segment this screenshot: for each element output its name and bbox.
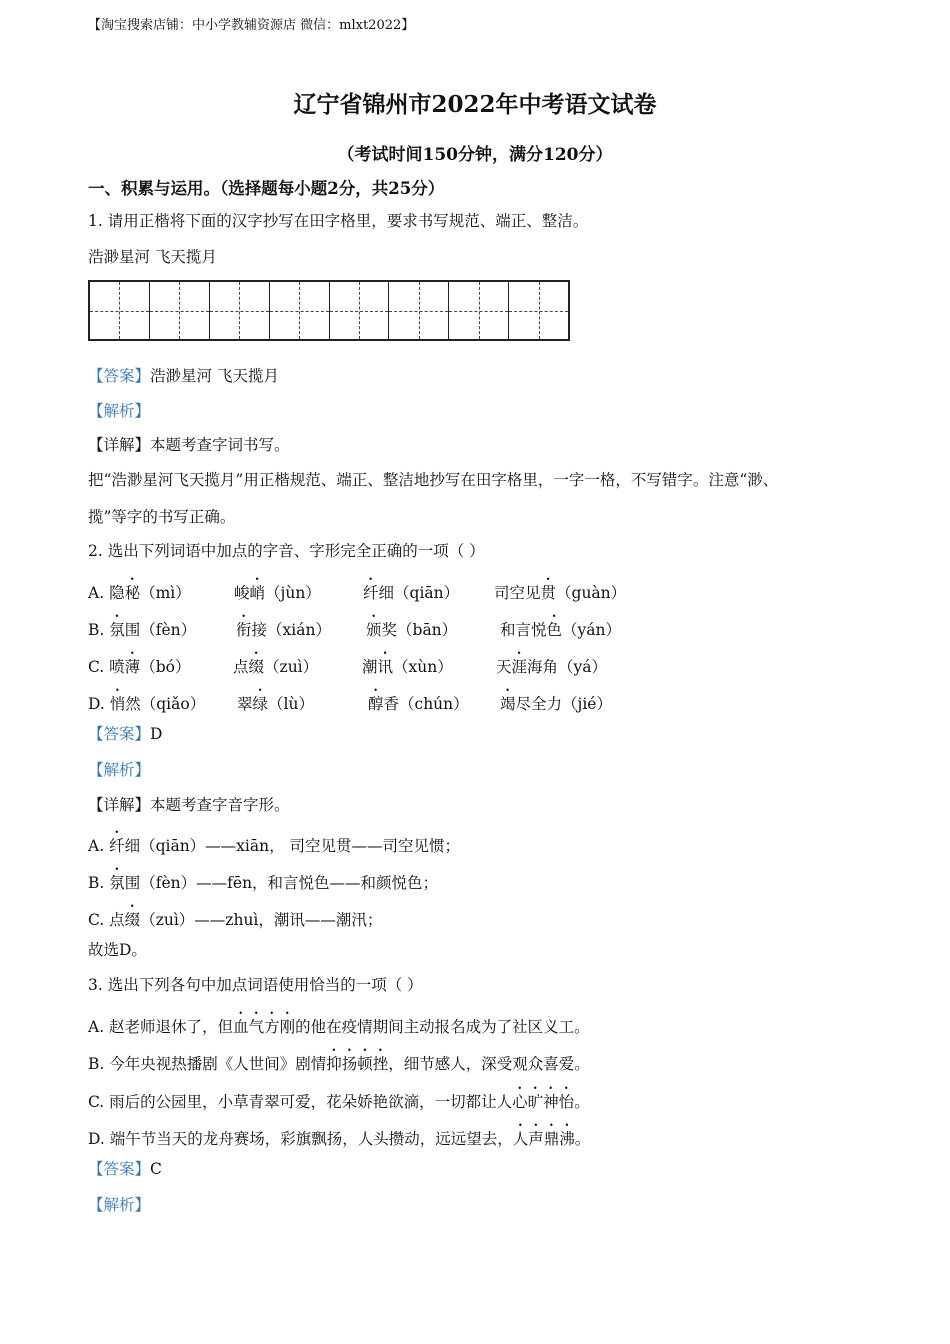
q1-explanation-1: 把“浩渺星河飞天揽月”用正楷规范、端正、整洁地抄写在田字格里，一字一格，不写错字。注意“渺、: [88, 471, 779, 489]
grid-cell: [150, 282, 210, 339]
answer-text: D: [150, 725, 163, 743]
answer-tag: 【答案】: [88, 725, 151, 743]
q2-option-d-2: 翠绿（lù）: [237, 695, 314, 713]
answer-text: 浩渺星河 飞天揽月: [150, 367, 279, 385]
q2-option-b-1: B. 氛围（fèn）: [88, 621, 197, 639]
q2-option-b-3: 颁奖（bān）: [366, 621, 458, 639]
q2-option-d-3: 醇香（chún）: [368, 695, 469, 713]
q3-option-c: C. 雨后的公园里，小草青翠可爱，花朵娇艳欲滴，一切都让人心旷神怡。: [88, 1093, 590, 1111]
q3-answer: [88, 1158, 162, 1180]
q2-option-a-4: 司空见贯（guàn）: [494, 584, 627, 602]
answer-tag: 【答案】: [88, 1160, 151, 1178]
q3-option-d: D. 端午节当天的龙舟赛场，彩旗飘扬，人头攒动，远远望去，人声鼎沸。: [88, 1130, 591, 1148]
q2-explanation-b: B. 氛围（fèn）——fēn，和言悦色——和颜悦色；: [88, 874, 439, 892]
q2-option-b-4: 和言悦色（yán）: [500, 621, 622, 639]
q2-stem: 2. 选出下列词语中加点的字音、字形完全正确的一项（ ）: [88, 542, 485, 560]
grid-cell: [330, 282, 390, 339]
q2-option-a-1: A. 隐秘（mì）: [88, 584, 191, 602]
q2-option-d-4: 竭尽全力（jié）: [500, 695, 612, 713]
q3-option-a: A. 赵老师退休了，但血气方刚的他在疫情期间主动报名成为了社区义工。: [88, 1018, 590, 1036]
tianzige-grid: [88, 280, 570, 341]
section-heading: 一、积累与运用。（选择题每小题2分，共25分）: [88, 179, 445, 198]
q1-phrase: 浩渺星河 飞天揽月: [88, 248, 217, 266]
q1-analysis-tag: 【解析】: [88, 402, 151, 420]
q3-analysis-tag: 【解析】: [88, 1196, 151, 1214]
grid-cell: [389, 282, 449, 339]
q2-answer: [88, 723, 162, 745]
grid-cell: [90, 282, 150, 339]
q2-option-c-2: 点缀（zuì）: [233, 658, 319, 676]
q2-option-a-3: 纤细（qiān）: [363, 584, 460, 602]
q2-option-c-4: 天涯海角（yá）: [496, 658, 608, 676]
q2-detail: 【详解】本题考查字音字形。: [88, 796, 290, 814]
q1-answer: [88, 365, 279, 387]
q2-option-c-3: 潮讯（xùn）: [362, 658, 453, 676]
exam-info: （考试时间150分钟，满分120分）: [337, 145, 613, 165]
q3-stem: 3. 选出下列各句中加点词语使用恰当的一项（ ）: [88, 976, 423, 994]
header-note: 【淘宝搜索店铺：中小学教辅资源店 微信：mlxt2022】: [88, 18, 415, 33]
q2-option-b-2: 衔接（xián）: [236, 621, 331, 639]
q1-stem: 1. 请用正楷将下面的汉字抄写在田字格里，要求书写规范、端正、整洁。: [88, 212, 589, 230]
q2-option-c-1: C. 喷薄（bó）: [88, 658, 191, 676]
q3-option-b: B. 今年央视热播剧《人世间》剧情抑扬顿挫，细节感人，深受观众喜爱。: [88, 1055, 590, 1073]
grid-cell: [449, 282, 509, 339]
q1-detail: 【详解】本题考查字词书写。: [88, 436, 290, 454]
answer-tag: 【答案】: [88, 367, 151, 385]
q1-explanation-2: 揽”等字的书写正确。: [88, 508, 236, 526]
q2-explanation-a: A. 纤细（qiān）——xiān， 司空见贯——司空见惯；: [88, 837, 461, 855]
q2-option-a-2: 峻峭（jùn）: [234, 584, 321, 602]
grid-cell: [270, 282, 330, 339]
grid-cell: [210, 282, 270, 339]
grid-cell: [509, 282, 568, 339]
q2-conclusion: 故选D。: [88, 941, 147, 959]
answer-text: C: [150, 1160, 162, 1178]
page-title: 辽宁省锦州市2022年中考语文试卷: [293, 91, 657, 118]
q2-analysis-tag: 【解析】: [88, 761, 151, 779]
q2-explanation-c: C. 点缀（zuì）——zhuì，潮讯——潮汛；: [88, 911, 383, 929]
q2-option-d-1: D. 悄然（qiǎo）: [88, 695, 206, 713]
